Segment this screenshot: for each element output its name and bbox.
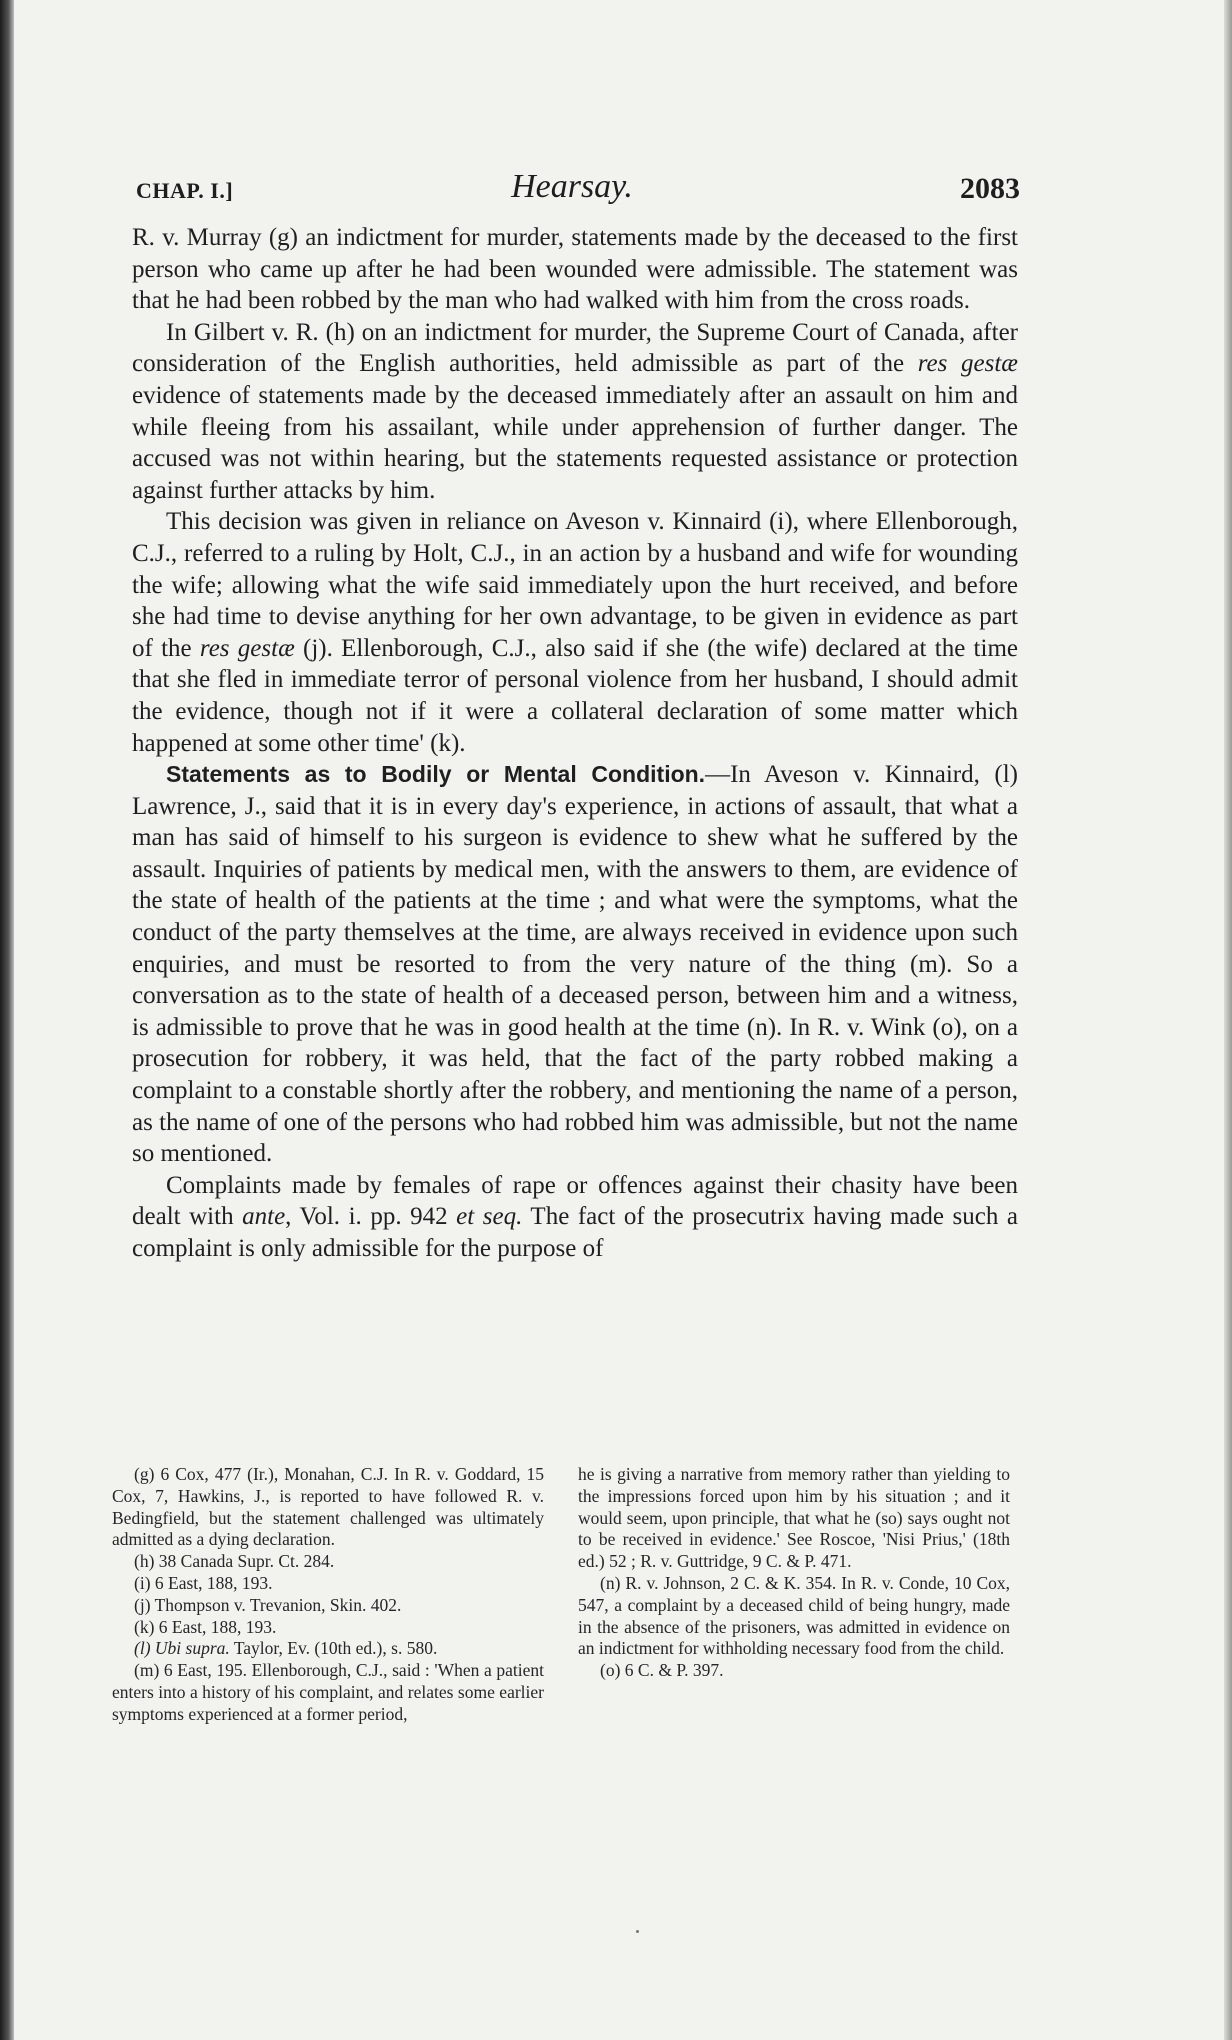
paragraph-text: In Gilbert v. R. (h) on an indictment for murder, the Supreme Court of Canada, after consideration of the English authorities, held admissible as part of the	[132, 318, 1018, 378]
paragraph	[132, 759, 1018, 1170]
paragraph	[132, 506, 1018, 759]
footnote: (k) 6 East, 188, 193.	[134, 1616, 277, 1637]
paragraph-text: The fact of the prosecutrix having made such a complaint is only admissible for the purpose of	[132, 1203, 1019, 1262]
footnote: (g) 6 Cox, 477 (Ir.), Monahan, C.J. In R. v. Goddard, 15 Cox, 7, Hawkins, J., is reported to have followed R. v. Bedingfield, but the statement challenged was ultimately admitted as a dying declaration.	[112, 1464, 544, 1550]
paragraph-text: —In Aveson v. Kinnaird, (l) Lawrence, J., said that it is in every day's experience, in actions of assault, that what a man has said of himself to his surgeon is evidence to shew what he suffered by the assault. Inquiries of patients by medical men, with the answers to them, are evidence of the state of health of the patients at the time ; and what were the symptoms, what the conduct of the party themselves at the time, are always received in evidence upon such enquiries, and must be resorted to from the very nature of the thing (m). So a conversation as to the state of health of a deceased person, between him and a witness, is admissible to prove that he was in good health at the time (n). In R. v. Wink (o), on a prosecution for robbery, it was held, that the fact of the party robbed making a complaint to a constable shortly after the robbery, and mentioning the name of a person, as the name of one of the persons who had robbed him was admissible, but not the name so mentioned.	[132, 761, 1018, 1168]
page-edge	[1224, 0, 1232, 2040]
chapter-label: CHAP. I.]	[136, 178, 234, 203]
footnote: (i) 6 East, 188, 193.	[134, 1572, 273, 1593]
paragraph	[132, 222, 1018, 317]
italic-term: res gestæ	[199, 634, 295, 662]
italic-term: et seq.	[456, 1203, 523, 1231]
paragraph-text: Complaints made by females of rape or offences against their chasity have been dealt with	[132, 1171, 1018, 1231]
running-header	[124, 168, 1020, 218]
paragraph-text: This decision was given in reliance on Aveson v. Kinnaird (i), where Ellenborough, C.J., referred to a ruling by Holt, C.J., in an action by a husband and wife for wounding the wife; allowing what the wife said immediately upon the hurt received, and before she had time to devise anything for her own advantage, to be given in evidence as part of the	[132, 508, 1018, 662]
paragraph-text: evidence of statements made by the deceased immediately after an assault on him and while fleeing from his assailant, while under apprehension of further danger. The accused was not within hearing, but the statements requested assistance or protection against further attacks by him.	[132, 381, 1018, 504]
footnote-italic: (l) Ubi supra.	[134, 1638, 230, 1659]
italic-term: res gestæ	[917, 350, 1018, 378]
footnote: (h) 38 Canada Supr. Ct. 284.	[134, 1551, 335, 1572]
footnote: (o) 6 C. & P. 397.	[600, 1660, 724, 1681]
footnote: (m) 6 East, 195. Ellenborough, C.J., said : 'When a patient enters into a history of his complaint, and relates some earlier symptoms experienced at a former period,	[112, 1660, 544, 1724]
footnote-column-right	[578, 1464, 1010, 1682]
paragraph-text: , Vol. i. pp. 942	[285, 1203, 457, 1231]
italic-term: ante	[242, 1203, 286, 1231]
page-title: Hearsay.	[511, 168, 633, 205]
book-spine-shadow	[0, 0, 14, 2040]
footnote: (j) Thompson v. Trevanion, Skin. 402.	[134, 1594, 402, 1615]
footnote-text: Taylor, Ev. (10th ed.), s. 580.	[229, 1638, 438, 1659]
section-heading: Statements as to Bodily or Mental Condition.	[166, 761, 706, 788]
paragraph	[132, 317, 1018, 507]
paragraph	[132, 1170, 1018, 1265]
paragraph-text: R. v. Murray (g) an indictment for murder, statements made by the deceased to the first person who came up after he had been wounded were admissible. The statement was that he had been robbed by the man who had walked with him from the cross roads.	[132, 224, 1018, 315]
main-text	[132, 222, 1018, 1265]
footnote-column-left	[112, 1464, 544, 1726]
page-number: 2083	[960, 172, 1020, 205]
footnote: (n) R. v. Johnson, 2 C. & K. 354. In R. v. Conde, 10 Cox, 547, a complaint by a deceased child of being hungry, made in the absence of the prisoners, was admitted in evidence on an indictment for withholding necessary food from the child.	[578, 1572, 1010, 1659]
footnote	[112, 1638, 544, 1660]
paragraph-text: (j). Ellenborough, C.J., also said if she (the wife) declared at the time that she fled in immediate terror of personal violence from her husband, I should admit the evidence, though not if it were a collateral declaration of some matter which happened at some other time' (k).	[132, 634, 1018, 757]
footnote-continuation: he is giving a narrative from memory rather than yielding to the impressions forced upon him by his situation ; and it would seem, upon principle, that what he (so) says ought not to be received in evidence.' See Roscoe, 'Nisi Prius,' (18th ed.) 52 ; R. v. Guttridge, 9 C. & P. 471.	[578, 1464, 1010, 1572]
scan-speck	[636, 1930, 639, 1933]
